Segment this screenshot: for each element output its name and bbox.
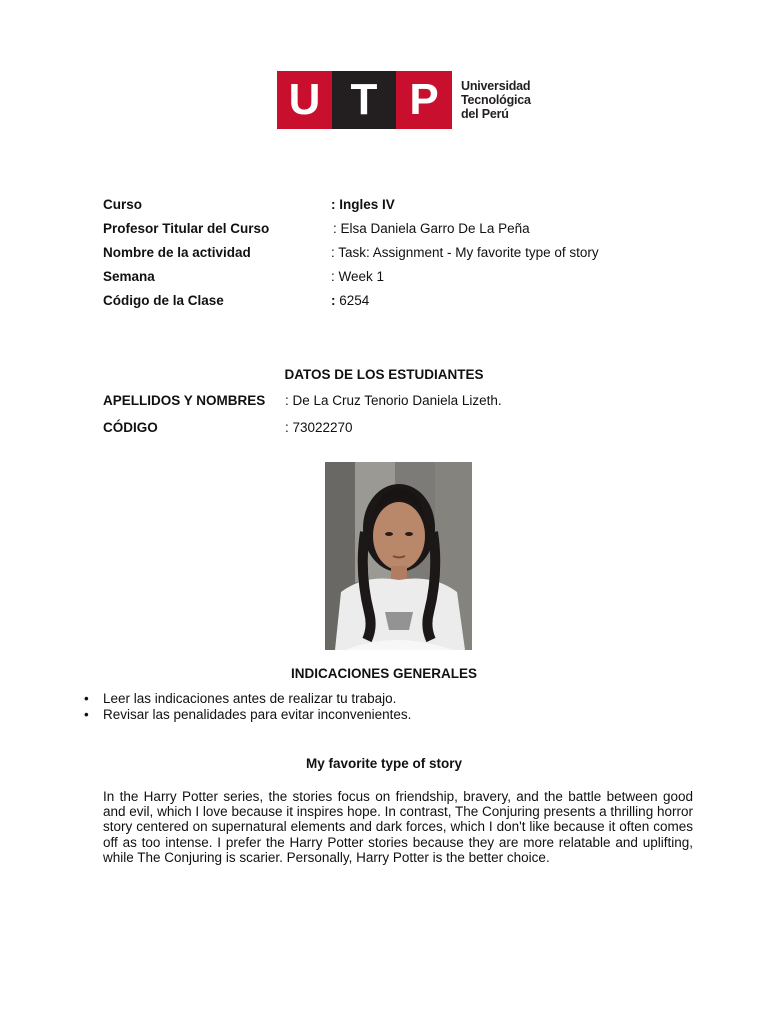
class-code-value (331, 293, 369, 309)
essay-title: My favorite type of story (305, 756, 463, 771)
logo-wordmark (461, 79, 531, 121)
logo-letter-t: T (332, 71, 396, 129)
student-code-value: : 73022270 (285, 420, 353, 435)
utp-logo (277, 71, 531, 129)
logo-line-2: Tecnológica (461, 93, 531, 107)
student-name-value: : De La Cruz Tenorio Daniela Lizeth. (285, 393, 502, 408)
student-name-label: APELLIDOS Y NOMBRES (103, 393, 266, 408)
logo-letter-tiles (277, 71, 452, 129)
essay-body: In the Harry Potter series, the stories focus on friendship, bravery, and the battle between good and evil, which I love because it inspires hope. In contrast, The Conjuring presents a thrilling horror story centered on supernatural elements and dark forces, which I don't like because it often comes off as too intense. I prefer the Harry Potter stories because they are more relatable and uplifting, while The Conjuring is scarier. Personally, Harry Potter is the better choice. (103, 789, 693, 865)
logo-line-1: Universidad (461, 79, 531, 93)
list-item: • Leer las indicaciones antes de realizar tu trabajo. (84, 691, 411, 707)
indications-list (84, 691, 411, 723)
logo-letter-p: P (396, 71, 452, 129)
students-heading: DATOS DE LOS ESTUDIANTES (284, 367, 484, 382)
professor-label: Profesor Titular del Curso (103, 221, 270, 236)
indications-heading: INDICACIONES GENERALES (290, 666, 478, 681)
activity-label: Nombre de la actividad (103, 245, 251, 260)
professor-value: : Elsa Daniela Garro De La Peña (333, 221, 530, 236)
activity-value: : Task: Assignment - My favorite type of story (331, 245, 599, 260)
week-value: : Week 1 (331, 269, 385, 284)
class-code-label: Código de la Clase (103, 293, 224, 308)
student-photo (325, 462, 472, 650)
week-label: Semana (103, 269, 155, 284)
student-code-label: CÓDIGO (103, 420, 158, 435)
class-code-colon: : (331, 293, 336, 308)
class-code-number: 6254 (339, 293, 370, 308)
logo-line-3: del Perú (461, 107, 509, 121)
list-item: • Revisar las penalidades para evitar inconvenientes. (84, 707, 411, 723)
logo-letter-u: U (277, 71, 332, 129)
student-photo-illustration (325, 462, 472, 650)
course-value: : Ingles IV (331, 197, 395, 212)
course-label: Curso (103, 197, 143, 212)
